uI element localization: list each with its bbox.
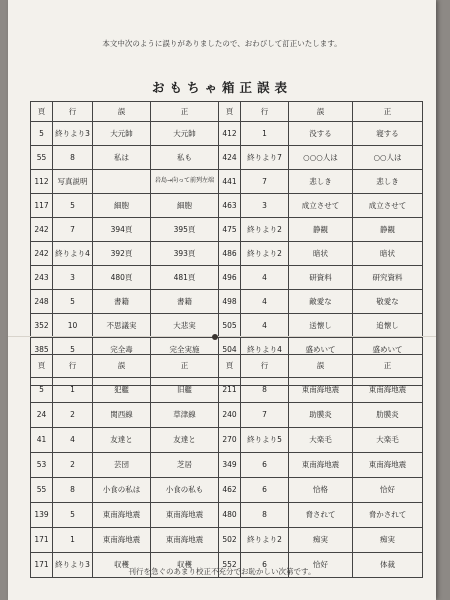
line-cell: 終りより4 xyxy=(241,338,289,362)
header-correct: 正 xyxy=(353,102,423,122)
errata-table-bottom xyxy=(30,354,423,578)
correct-cell: 恰好 xyxy=(353,478,423,503)
page-cell: 242 xyxy=(31,242,53,266)
line-cell: 5 xyxy=(53,290,93,314)
error-cell: 暗状 xyxy=(289,242,353,266)
line-cell: 3 xyxy=(53,266,93,290)
line-cell: 6 xyxy=(241,478,289,503)
error-cell: ○○○人は xyxy=(289,146,353,170)
page-cell: 41 xyxy=(31,428,53,453)
correct-cell: ○○人は xyxy=(353,146,423,170)
header-line: 行 xyxy=(53,355,93,378)
correct-cell: 書籍 xyxy=(151,290,219,314)
correct-cell: 東南海地震 xyxy=(151,503,219,528)
correct-cell: 友達と xyxy=(151,428,219,453)
error-cell: 研資料 xyxy=(289,266,353,290)
correct-cell: 痴実 xyxy=(353,528,423,553)
errata-title: おもちゃ箱正誤表 xyxy=(151,80,292,95)
error-cell: 東南海地震 xyxy=(93,528,151,553)
correct-cell: 私も xyxy=(151,146,219,170)
page-cell: 242 xyxy=(31,218,53,242)
table-row xyxy=(31,146,423,170)
error-cell: 東南海地震 xyxy=(289,453,353,478)
correct-cell: 大楽毛 xyxy=(353,428,423,453)
header-page: 頁 xyxy=(219,355,241,378)
line-cell: 8 xyxy=(53,146,93,170)
line-cell: 1 xyxy=(53,378,93,403)
line-cell: 終りより7 xyxy=(241,146,289,170)
page-cell: 385 xyxy=(31,338,53,362)
page-cell: 502 xyxy=(219,528,241,553)
table-row xyxy=(31,314,423,338)
table-row xyxy=(31,478,423,503)
correct-cell: 肋膜炎 xyxy=(353,403,423,428)
table-row xyxy=(31,378,423,403)
error-cell: 送懐し xyxy=(289,314,353,338)
errata-footer: 刊行を急ぐのあまり校正不充分でお恥かしい次第です。 xyxy=(128,567,316,576)
table-row xyxy=(31,122,423,146)
line-cell: 4 xyxy=(241,314,289,338)
table-row xyxy=(31,242,423,266)
error-cell: 394頁 xyxy=(93,218,151,242)
page-cell: 55 xyxy=(31,146,53,170)
error-cell: 東南海地震 xyxy=(93,503,151,528)
table-row xyxy=(31,428,423,453)
error-cell: 没する xyxy=(289,122,353,146)
binding-hole xyxy=(212,334,218,340)
header-error: 誤 xyxy=(93,355,151,378)
line-cell: 8 xyxy=(53,478,93,503)
line-cell: 2 xyxy=(53,403,93,428)
page-cell: 24 xyxy=(31,403,53,428)
table-row xyxy=(31,453,423,478)
error-cell: 助膜炎 xyxy=(289,403,353,428)
table-row xyxy=(31,170,423,194)
page-cell: 486 xyxy=(219,242,241,266)
page-cell: 352 xyxy=(31,314,53,338)
page-cell: 496 xyxy=(219,266,241,290)
page-cell: 552 xyxy=(219,553,241,578)
correct-cell: 岩島→向って前列左端 xyxy=(151,170,219,194)
error-cell: 480頁 xyxy=(93,266,151,290)
header-correct: 正 xyxy=(353,355,423,378)
page-cell: 171 xyxy=(31,553,53,578)
error-cell: 書籍 xyxy=(93,290,151,314)
error-cell: 大元帥 xyxy=(93,122,151,146)
error-cell: 静観 xyxy=(289,218,353,242)
errata-notice: 本文中次のように誤りがありましたので、おわびして訂正いたします。 xyxy=(102,39,342,48)
correct-cell: 悲しき xyxy=(353,170,423,194)
error-cell: 小食の私は xyxy=(93,478,151,503)
page-cell: 248 xyxy=(31,290,53,314)
correct-cell: 395頁 xyxy=(151,218,219,242)
error-cell: 恰格 xyxy=(289,478,353,503)
line-cell: 1 xyxy=(241,122,289,146)
page-cell: 5 xyxy=(31,378,53,403)
header-page: 頁 xyxy=(31,355,53,378)
table-row xyxy=(31,290,423,314)
line-cell: 7 xyxy=(53,218,93,242)
error-cell xyxy=(93,170,151,194)
header-correct: 正 xyxy=(151,102,219,122)
error-cell: 不思議実 xyxy=(93,314,151,338)
correct-cell: 393頁 xyxy=(151,242,219,266)
line-cell: 2 xyxy=(53,453,93,478)
line-cell: 6 xyxy=(241,553,289,578)
page-cell: 498 xyxy=(219,290,241,314)
line-cell: 5 xyxy=(53,194,93,218)
line-cell: 7 xyxy=(241,403,289,428)
header-line: 行 xyxy=(241,355,289,378)
errata-table-top xyxy=(30,101,423,386)
page-cell: 139 xyxy=(31,503,53,528)
page-cell: 112 xyxy=(31,170,53,194)
error-cell: 東南海地震 xyxy=(289,378,353,403)
line-cell: 5 xyxy=(53,503,93,528)
correct-cell: 大元帥 xyxy=(151,122,219,146)
fold-line xyxy=(8,336,436,337)
header-page: 頁 xyxy=(219,102,241,122)
page-cell: 424 xyxy=(219,146,241,170)
correct-cell: 東南海地震 xyxy=(353,453,423,478)
table-row xyxy=(31,403,423,428)
error-cell: 芸団 xyxy=(93,453,151,478)
error-cell: 友達と xyxy=(93,428,151,453)
page-cell: 480 xyxy=(219,503,241,528)
page-cell: 463 xyxy=(219,194,241,218)
page-cell: 243 xyxy=(31,266,53,290)
line-cell: 8 xyxy=(241,378,289,403)
correct-cell: 芝居 xyxy=(151,453,219,478)
error-cell: 成立させて xyxy=(289,194,353,218)
line-cell: 5 xyxy=(53,338,93,362)
header-correct: 正 xyxy=(151,355,219,378)
line-cell: 写真説明 xyxy=(53,170,93,194)
page-cell: 504 xyxy=(219,338,241,362)
page-cell: 5 xyxy=(31,122,53,146)
line-cell: 終りより3 xyxy=(53,553,93,578)
header-row xyxy=(31,355,423,378)
error-cell: 細胞 xyxy=(93,194,151,218)
table-row xyxy=(31,266,423,290)
error-cell: 収穫 xyxy=(93,553,151,578)
line-cell: 10 xyxy=(53,314,93,338)
header-line: 行 xyxy=(53,102,93,122)
correct-cell: 敬愛な xyxy=(353,290,423,314)
line-cell: 7 xyxy=(241,170,289,194)
page-cell: 441 xyxy=(219,170,241,194)
line-cell: 終りより2 xyxy=(241,218,289,242)
correct-cell: 暗状 xyxy=(353,242,423,266)
line-cell: 6 xyxy=(241,453,289,478)
error-cell: 盛めいて xyxy=(289,338,353,362)
line-cell: 終りより4 xyxy=(53,242,93,266)
correct-cell: 成立させて xyxy=(353,194,423,218)
error-cell: 悲しき xyxy=(289,170,353,194)
correct-cell: 大悲実 xyxy=(151,314,219,338)
page-cell: 55 xyxy=(31,478,53,503)
correct-cell: 細胞 xyxy=(151,194,219,218)
page-cell: 117 xyxy=(31,194,53,218)
page-cell: 475 xyxy=(219,218,241,242)
correct-cell: 旧艦 xyxy=(151,378,219,403)
line-cell: 1 xyxy=(53,528,93,553)
correct-cell: 東南海地震 xyxy=(353,378,423,403)
header-page: 頁 xyxy=(31,102,53,122)
correct-cell: 体裁 xyxy=(353,553,423,578)
line-cell: 終りより2 xyxy=(241,242,289,266)
error-cell: 犯艦 xyxy=(93,378,151,403)
correct-cell: 完全実施 xyxy=(151,338,219,362)
error-cell: 私は xyxy=(93,146,151,170)
line-cell: 終りより5 xyxy=(241,428,289,453)
correct-cell: 寝する xyxy=(353,122,423,146)
table-row xyxy=(31,528,423,553)
error-cell: 大楽毛 xyxy=(289,428,353,453)
error-cell: 392頁 xyxy=(93,242,151,266)
correct-cell: 静観 xyxy=(353,218,423,242)
error-cell: 敵愛な xyxy=(289,290,353,314)
header-line: 行 xyxy=(241,102,289,122)
correct-cell: 研究資料 xyxy=(353,266,423,290)
correct-cell: 盛めいて xyxy=(353,338,423,362)
page-cell: 270 xyxy=(219,428,241,453)
error-cell: 恰好 xyxy=(289,553,353,578)
correct-cell: 481頁 xyxy=(151,266,219,290)
correct-cell: 草津線 xyxy=(151,403,219,428)
line-cell: 4 xyxy=(241,290,289,314)
correct-cell: 東南海地震 xyxy=(151,528,219,553)
table-row xyxy=(31,503,423,528)
page-cell: 171 xyxy=(31,528,53,553)
correct-cell: 収穫 xyxy=(151,553,219,578)
correct-cell: 脅かされて xyxy=(353,503,423,528)
table-row xyxy=(31,218,423,242)
page-cell: 505 xyxy=(219,314,241,338)
line-cell: 3 xyxy=(241,194,289,218)
error-cell: 関西線 xyxy=(93,403,151,428)
line-cell: 4 xyxy=(53,428,93,453)
page-cell: 211 xyxy=(219,378,241,403)
correct-cell: 追懐し xyxy=(353,314,423,338)
error-cell: 脅されて xyxy=(289,503,353,528)
errata-sheet xyxy=(8,0,436,600)
line-cell: 終りより2 xyxy=(241,528,289,553)
line-cell: 4 xyxy=(241,266,289,290)
page-cell: 412 xyxy=(219,122,241,146)
page-cell: 462 xyxy=(219,478,241,503)
header-error: 誤 xyxy=(93,102,151,122)
header-error: 誤 xyxy=(289,102,353,122)
header-error: 誤 xyxy=(289,355,353,378)
page-cell: 53 xyxy=(31,453,53,478)
error-cell: 完全毒 xyxy=(93,338,151,362)
line-cell: 8 xyxy=(241,503,289,528)
table-row xyxy=(31,194,423,218)
page-cell: 349 xyxy=(219,453,241,478)
correct-cell: 小食の私も xyxy=(151,478,219,503)
header-row xyxy=(31,102,423,122)
error-cell: 痴実 xyxy=(289,528,353,553)
page-cell: 240 xyxy=(219,403,241,428)
line-cell: 終りより3 xyxy=(53,122,93,146)
